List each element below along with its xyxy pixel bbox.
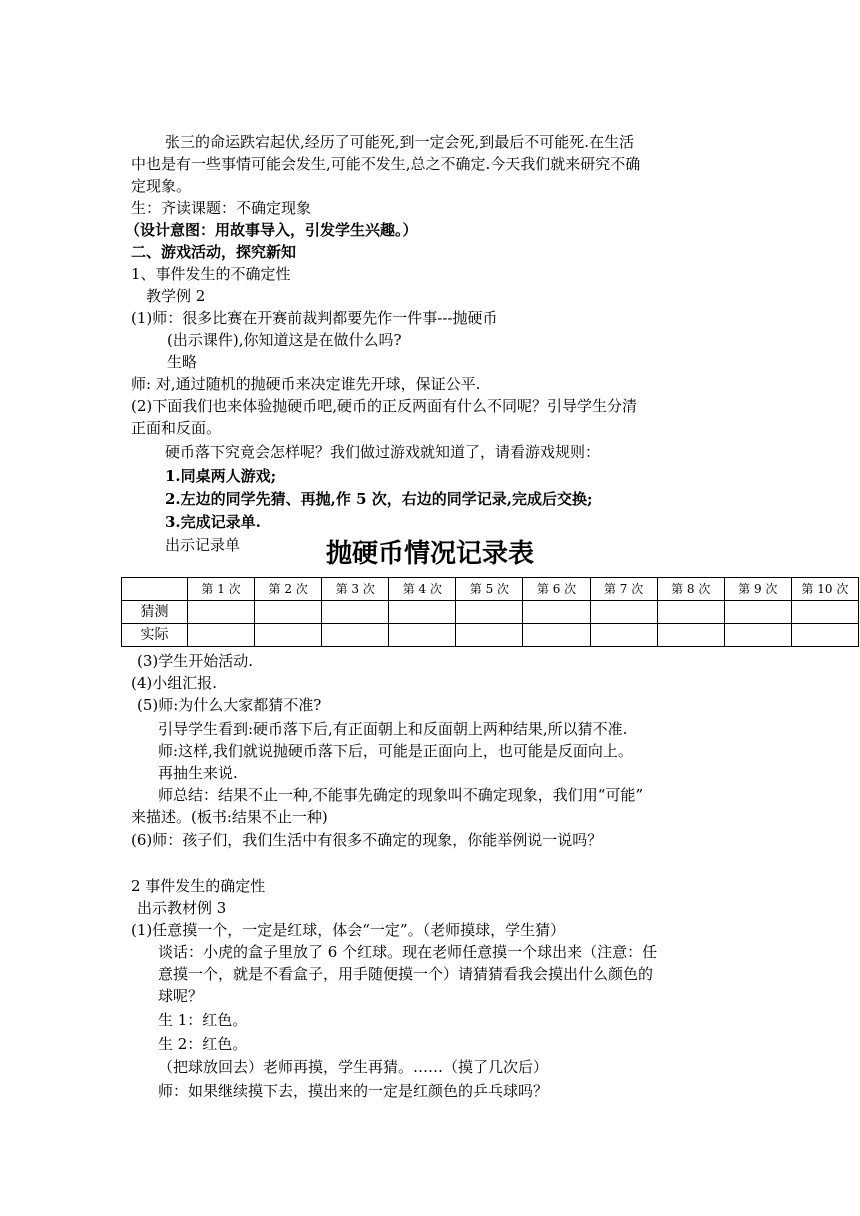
- table-cell: [456, 601, 523, 624]
- table-cell: [255, 624, 322, 647]
- game-rule-3: 3.完成记录单.: [165, 513, 261, 531]
- table-cell: [590, 601, 657, 624]
- table-header-cell: 第 4 次: [389, 578, 456, 601]
- paragraph-line: 正面和反面。: [131, 419, 222, 437]
- paragraph-line: 生 2：红色。: [158, 1035, 248, 1053]
- paragraph-line: 师总结：结果不止一种,不能事先确定的现象叫不确定现象，我们用“可能”: [158, 786, 644, 804]
- paragraph-line: 生 1：红色。: [158, 1011, 248, 1029]
- paragraph-line: (3)学生开始活动.: [137, 652, 254, 670]
- record-table-title: 抛硬币情况记录表: [325, 539, 534, 569]
- paragraph-line: 球呢？: [158, 987, 204, 1005]
- table-cell: [523, 624, 590, 647]
- paragraph-line: (2)下面我们也来体验抛硬币吧,硬币的正反两面有什么不同呢？引导学生分清: [131, 397, 638, 415]
- subsection-heading: 1、事件发生的不确定性: [131, 265, 291, 283]
- paragraph-line: 教学例 2: [146, 287, 206, 305]
- paragraph-line: (5)师:为什么大家都猜不准?: [137, 696, 322, 714]
- section-heading: 二、游戏活动，探究新知: [131, 243, 297, 261]
- paragraph-line: 再抽生来说.: [158, 764, 238, 782]
- paragraph-line: (6)师：孩子们，我们生活中有很多不确定的现象，你能举例说一说吗？: [131, 831, 603, 849]
- subsection-heading: 2 事件发生的确定性: [131, 877, 266, 895]
- table-header-row: [122, 578, 859, 601]
- table-cell: [590, 624, 657, 647]
- table-cell: [255, 601, 322, 624]
- paragraph-line: 师：如果继续摸下去，摸出来的一定是红颜色的乒乓球吗？: [158, 1082, 549, 1100]
- table-header-cell: 第 9 次: [724, 578, 791, 601]
- table-cell: [724, 601, 791, 624]
- table-header-cell: [122, 578, 188, 601]
- table-cell: [791, 624, 858, 647]
- paragraph-line: (出示课件),你知道这是在做什么吗?: [167, 331, 402, 349]
- paragraph-line: (1)师：很多比赛在开赛前裁判都要先作一件事---抛硬币: [131, 309, 498, 327]
- paragraph-line: 生略: [167, 353, 198, 371]
- table-cell: [188, 624, 255, 647]
- paragraph-line: 谈话：小虎的盒子里放了 6 个红球。现在老师任意摸一个球出来（注意：任: [158, 943, 658, 961]
- table-cell: [322, 624, 389, 647]
- paragraph-line: 硬币落下究竟会怎样呢？我们做过游戏就知道了，请看游戏规则：: [165, 443, 601, 461]
- table-header-cell: 第 5 次: [456, 578, 523, 601]
- table-row: [122, 601, 859, 624]
- paragraph-line: 定现象。: [131, 177, 192, 195]
- paragraph-line: 引导学生看到:硬币落下后,有正面朝上和反面朝上两种结果,所以猜不准.: [158, 720, 628, 738]
- paragraph-line: 出示记录单: [165, 536, 241, 554]
- paragraph-line: 中也是有一些事情可能会发生,可能不发生,总之不确定.今天我们就来研究不确: [131, 155, 641, 173]
- table-cell: [456, 624, 523, 647]
- row-label-actual: 实际: [122, 624, 188, 647]
- row-label-guess: 猜测: [122, 601, 188, 624]
- coin-toss-record-table: [121, 577, 859, 647]
- paragraph-line: 出示教材例 3: [137, 899, 227, 917]
- paragraph-line: （把球放回去）老师再摸，学生再猜。……（摸了几次后）: [158, 1058, 549, 1076]
- table-cell: [389, 624, 456, 647]
- paragraph-line: 意摸一个，就是不看盒子，用手随便摸一个）请猜猜看我会摸出什么颜色的: [158, 965, 654, 983]
- table-cell: [523, 601, 590, 624]
- table-header-cell: 第 3 次: [322, 578, 389, 601]
- table-header-cell: 第 10 次: [791, 578, 858, 601]
- table-cell: [188, 601, 255, 624]
- paragraph-line: 来描述。(板书:结果不止一种): [131, 808, 328, 826]
- table-header-cell: 第 1 次: [188, 578, 255, 601]
- table-cell: [657, 601, 724, 624]
- paragraph-line: 师: 对,通过随机的抛硬币来决定谁先开球，保证公平.: [131, 375, 481, 393]
- table-cell: [791, 601, 858, 624]
- table-header-cell: 第 2 次: [255, 578, 322, 601]
- paragraph-line: (1)任意摸一个，一定是红球，体会“一定”。（老师摸球，学生猜）: [131, 921, 566, 939]
- table-cell: [322, 601, 389, 624]
- game-rule-1: 1.同桌两人游戏;: [165, 467, 277, 485]
- design-intent-note: （设计意图：用故事导入，引发学生兴趣。）: [125, 221, 418, 239]
- table-row: [122, 624, 859, 647]
- table-header-cell: 第 8 次: [657, 578, 724, 601]
- paragraph-line: 生：齐读课题：不确定现象: [131, 199, 312, 217]
- table-cell: [724, 624, 791, 647]
- paragraph-line: (4)小组汇报.: [131, 674, 218, 692]
- paragraph-line: 师:这样,我们就说抛硬币落下后，可能是正面向上，也可能是反面向上。: [158, 742, 633, 760]
- table-cell: [657, 624, 724, 647]
- game-rule-2: 2.左边的同学先猜、再抛,作 5 次，右边的同学记录,完成后交换;: [165, 490, 593, 508]
- table-header-cell: 第 7 次: [590, 578, 657, 601]
- table-header-cell: 第 6 次: [523, 578, 590, 601]
- table-cell: [389, 601, 456, 624]
- paragraph-line: 张三的命运跌宕起伏,经历了可能死,到一定会死,到最后不可能死.在生活: [165, 133, 635, 151]
